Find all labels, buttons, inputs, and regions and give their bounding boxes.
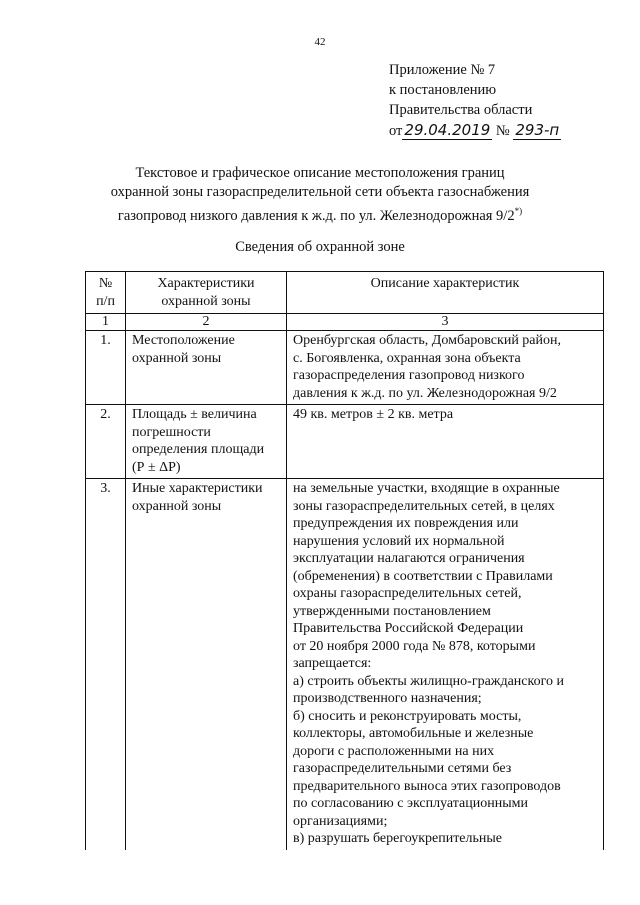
description-line: предварительного выноса этих газопроводов xyxy=(293,778,561,794)
description-line: газораспределительными сетями без xyxy=(293,761,512,776)
handwritten-number: 293-п xyxy=(515,121,560,139)
description-line: 49 кв. метров ± 2 кв. метра xyxy=(293,407,454,422)
description-line: дороги с расположенными на них xyxy=(293,743,495,759)
table-row xyxy=(86,331,604,405)
description-line: в) разрушать берегоукрепительные xyxy=(293,831,503,846)
header-num xyxy=(86,272,126,314)
header-char-line-1: Характеристики xyxy=(157,276,255,291)
description-line: на земельные участки, входящие в охранные xyxy=(293,481,560,496)
description-line: по согласованию с эксплуатационными xyxy=(293,796,528,811)
section-subtitle: Сведения об охранной зоне xyxy=(235,239,405,255)
row-characteristic xyxy=(126,405,287,479)
row-description xyxy=(287,405,604,479)
characteristic-line: (Р ± ΔР) xyxy=(132,459,181,475)
header-num-line-2: п/п xyxy=(96,293,115,309)
appendix-line-1: Приложение № 7 xyxy=(389,62,496,78)
row-description xyxy=(287,331,604,405)
document-title xyxy=(0,164,640,226)
characteristic-line: Площадь ± величина xyxy=(132,407,257,422)
table-header-row xyxy=(86,272,604,314)
characteristic-line: охранной зоны xyxy=(132,350,222,366)
description-line: газораспределения газопровод низкого xyxy=(293,368,525,383)
table-row xyxy=(86,479,604,850)
title-line-3 xyxy=(0,202,640,226)
row-description xyxy=(287,479,604,850)
appendix-line-2: к постановлению xyxy=(389,82,497,98)
description-line: коллекторы, автомобильные и железные xyxy=(293,726,534,741)
table-row xyxy=(86,405,604,479)
title-line-1: Текстовое и графическое описание местоположения границ xyxy=(135,165,505,181)
page-number: 42 xyxy=(314,36,326,48)
description-line: производственного назначения; xyxy=(293,691,482,706)
appendix-date-line xyxy=(389,120,561,141)
description-line: нарушения условий их нормальной xyxy=(293,533,505,549)
date-prefix: от xyxy=(389,123,403,139)
table-index-row xyxy=(86,314,604,331)
header-char-line-2: охранной зоны xyxy=(161,293,251,309)
description-line: организациями; xyxy=(293,813,388,829)
index-cell: 2 xyxy=(126,314,287,331)
row-number: 3. xyxy=(86,479,126,850)
row-number: 2. xyxy=(86,405,126,479)
description-line: эксплуатации налагаются ограничения xyxy=(293,551,525,566)
description-line: б) сносить и реконструировать мосты, xyxy=(293,708,522,724)
description-line: запрещается: xyxy=(293,656,372,671)
characteristic-line: Иные характеристики xyxy=(132,481,263,496)
description-line: давления к ж.д. по ул. Железнодорожная 9/2 xyxy=(293,385,557,401)
description-line: Оренбургская область, Домбаровский район, xyxy=(293,333,562,348)
characteristic-line: Местоположение xyxy=(132,333,235,348)
description-line: Правительства Российской Федерации xyxy=(293,621,524,636)
index-cell: 1 xyxy=(86,314,126,331)
header-num-line-1: № xyxy=(98,276,113,291)
description-line: зоны газораспределительных сетей, в целях xyxy=(293,498,555,514)
footnote-mark: *) xyxy=(514,206,523,216)
description-line: (обременения) в соответствии с Правилами xyxy=(293,568,553,584)
description-line: предупреждения их повреждения или xyxy=(293,516,519,531)
description-line: а) строить объекты жилищно-гражданского и xyxy=(293,673,564,689)
characteristic-line: погрешности xyxy=(132,424,211,440)
description-line: утвержденными постановлением xyxy=(293,603,491,619)
header-description: Описание характеристик xyxy=(287,272,604,314)
header-characteristic xyxy=(126,272,287,314)
characteristic-line: определения площади xyxy=(132,442,265,457)
title-line-2: охранной зоны газораспределительной сети объекта газоснабжения xyxy=(110,184,530,200)
index-cell: 3 xyxy=(287,314,604,331)
handwritten-date: 29.04.2019 xyxy=(404,121,491,139)
number-prefix: № xyxy=(495,123,510,139)
appendix-block xyxy=(389,60,561,141)
row-characteristic xyxy=(126,331,287,405)
description-line: охраны газораспределительных сетей, xyxy=(293,586,522,601)
title-line-3-text: газопровод низкого давления к ж.д. по ул. Железнодорожная 9/2 xyxy=(117,207,515,224)
appendix-line-3: Правительства области xyxy=(389,102,533,118)
row-characteristic xyxy=(126,479,287,850)
zone-info-table xyxy=(85,271,604,850)
characteristic-line: охранной зоны xyxy=(132,498,222,514)
description-line: с. Богоявленка, охранная зона объекта xyxy=(293,350,521,366)
description-line: от 20 ноября 2000 года № 878, которыми xyxy=(293,638,536,654)
row-number: 1. xyxy=(86,331,126,405)
